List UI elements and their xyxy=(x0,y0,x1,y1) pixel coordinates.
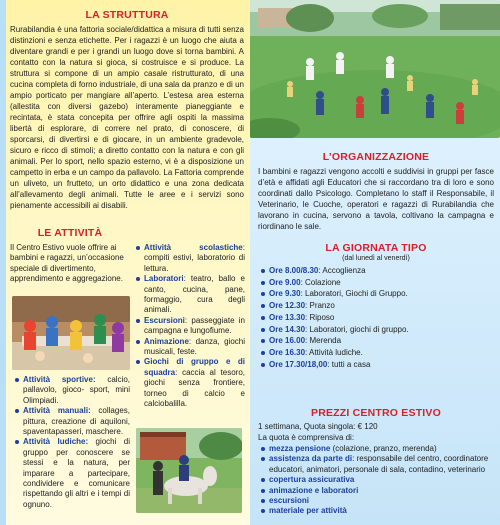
schedule-item: Ore 9.00: Colazione xyxy=(260,278,494,288)
schedule-item: Ore 8.00/8.30: Accoglienza xyxy=(260,266,494,276)
prezzi-section xyxy=(258,407,494,517)
price-item: animazione e laboratori xyxy=(260,486,494,496)
organizzazione-section xyxy=(258,151,494,232)
schedule-item: Ore 13.30: Riposo xyxy=(260,313,494,323)
prezzi-line2: La quota è comprensiva di: xyxy=(258,432,355,442)
attivita-right-list xyxy=(135,243,245,410)
organizzazione-title: L’ORGANIZZAZIONE xyxy=(322,151,430,163)
schedule-item: Ore 16.30: Attività ludiche. xyxy=(260,348,494,358)
giornata-section xyxy=(258,242,494,371)
attivita-item: Escursioni: passeggiate in campagna e lungofiume. xyxy=(135,316,245,337)
left-edge-strip xyxy=(0,0,6,525)
price-item: materiale per attività xyxy=(260,506,494,516)
price-item: assistenza da parte di: responsabile del centro, coordinatore educatori, animatori, personale di sala, contadino, veterinario xyxy=(260,454,494,475)
attivita-item: Attività manuali: collages, pittura, creazione di aquiloni, spaventapasseri, maschere. xyxy=(14,406,130,437)
organizzazione-body: I bambini e ragazzi vengono accolti e suddivisi in gruppi per fasce d’età e affidati agli Educatori che si raccordano tra di loro e sono coordinati dallo Psicologo. Completano lo staff il Responsabile, il Veterinario, le Cuoche, operatori e ragazzi di Rurabilandia che lavorano in cucina, servono a tavola, coltivano la campagna e riordinano le sale. xyxy=(258,167,494,231)
attivita-item: Animazione: danza, giochi musicali, feste. xyxy=(135,337,245,358)
garden-photo-image xyxy=(250,0,500,138)
attivita-item: Giochi di gruppo e di squadra: caccia al tesoro, giochi senza frontiere, torneo di calcio e calciobalilla. xyxy=(135,357,245,409)
schedule-item: Ore 9.30: Laboratori, Giochi di Gruppo. xyxy=(260,289,494,299)
pony-photo-image xyxy=(136,428,242,513)
schedule-item: Ore 17.30/18,00: tutti a casa xyxy=(260,360,494,370)
pony-photo xyxy=(136,428,242,513)
schedule-item: Ore 14.30: Laboratori, giochi di gruppo. xyxy=(260,325,494,335)
attivita-item: Attività scolastiche: compiti estivi, laboratorio di lettura. xyxy=(135,243,245,274)
attivita-left-list xyxy=(14,375,130,510)
price-item: copertura assicurativa xyxy=(260,475,494,485)
price-item: escursioni xyxy=(260,496,494,506)
attivita-item: Attività sportive: calcio, pallavolo, gioco- sport, mini Olimpiadi. xyxy=(14,375,130,406)
attivita-title: LE ATTIVITÀ xyxy=(37,227,103,239)
attivita-section xyxy=(10,227,130,285)
price-item: mezza pensione (colazione, pranzo, merenda) xyxy=(260,444,494,454)
prezzi-title: PREZZI CENTRO ESTIVO xyxy=(310,407,441,419)
giornata-title: LA GIORNATA TIPO xyxy=(325,242,427,254)
prezzi-line1: 1 settimana, Quota singola: € 120 xyxy=(258,422,378,431)
attivita-item: Laboratori: teatro, ballo e canto, cucina, pane, formaggio, cura degli animali. xyxy=(135,274,245,316)
schedule-item: Ore 16.00: Merenda xyxy=(260,336,494,346)
struttura-section xyxy=(10,9,244,211)
struttura-body: Rurabilandia è una fattoria sociale/didattica a misura di tutti senza distinzioni e senza etichette. Per i ragazzi è un luogo che aiuta a diventare grandi e per i grandi un luogo dove si torna bambini. A contatto con la natura si gioca, si costruisce e si produce. La struttura si compone di un ampio casale ristrutturato, di una cucina completa di forno industriale, di una sala da pranzo e di un ampio porticato per mangiare all’aperto. L’estesa area esterna (allestita con diversi gazebo) interamente pianeggiante e recintata, è stata concepita per offrire agli ospiti la massima libertà di esplorare, di correre nel prato, di conoscere, di sporcarsi, di divertirsi e di giocare, in un ambiente gradevole, sicuro e ricco di stimoli; a diretto contatto con la natura e con gli animali. Per lo sport, nello spazio esterno, vi è a disposizione un campetto in erba e un campo da pallavolo. La Fattoria comprende un uliveto, un frutteto, un orto didattico e una zona dedicata all’allevamento degli animali. Tutte le aree e i servizi sono pienamente accessibili ai disabili. xyxy=(10,25,244,210)
garden-photo xyxy=(250,0,500,138)
attivita-item: Attività ludiche: giochi di gruppo per conoscere se stessi e la natura, per imparare a partecipare, condividere e comunicare rispettando gli altri e i tempi di ognuno. xyxy=(14,437,130,510)
schedule-item: Ore 12.30: Pranzo xyxy=(260,301,494,311)
struttura-title: LA STRUTTURA xyxy=(85,9,169,21)
giornata-subtitle: (dal lunedì al venerdì) xyxy=(342,255,410,262)
attivita-intro: Il Centro Estivo vuole offrire ai bambini e ragazzi, un’occasione speciale di divertimento, apprendimento e aggregazione. xyxy=(10,243,124,284)
kids-table-photo-image xyxy=(12,296,130,370)
kids-table-photo xyxy=(12,296,130,370)
